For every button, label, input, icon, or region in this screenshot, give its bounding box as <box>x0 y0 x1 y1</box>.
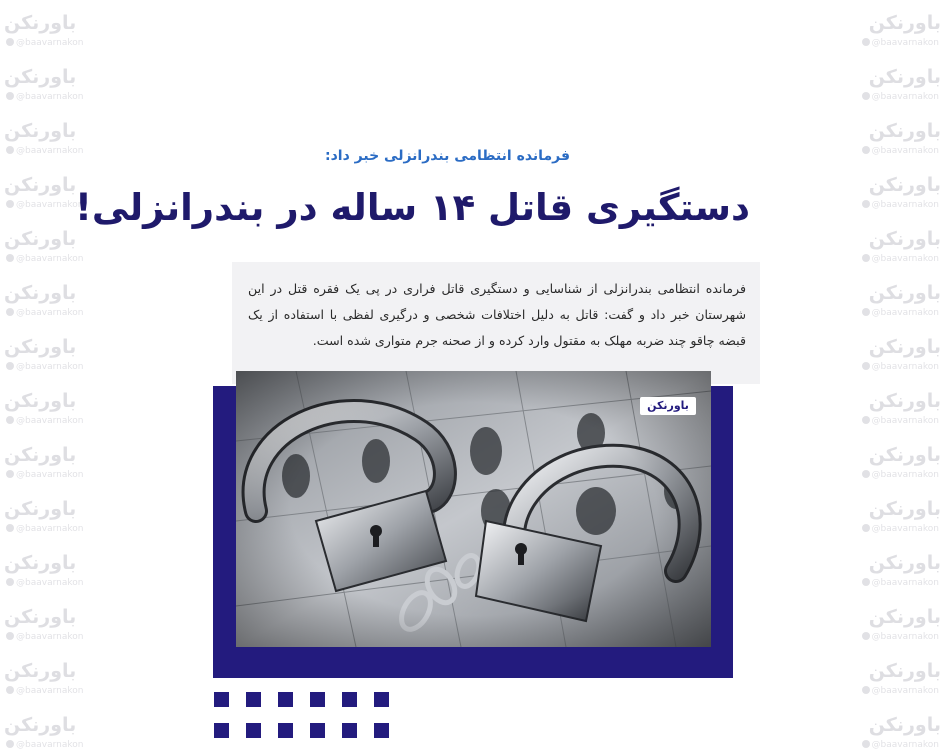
watermark-handle-text: @baavarnakon <box>871 200 939 210</box>
watermark-handle <box>862 470 939 480</box>
watermark-item <box>0 548 95 598</box>
watermark-handle <box>862 254 939 264</box>
watermark-handle-text: @baavarnakon <box>16 200 84 210</box>
watermark-logo: باورنکن <box>868 336 941 358</box>
social-icon <box>6 92 14 100</box>
social-icon <box>6 578 14 586</box>
watermark-handle <box>862 308 939 318</box>
article-title: دستگیری قاتل ۱۴ ساله در بندرانزلی! <box>74 186 750 229</box>
watermark-item <box>850 62 945 112</box>
watermark-handle-text: @baavarnakon <box>16 740 84 750</box>
decorative-square <box>342 692 357 707</box>
watermark-logo: باورنکن <box>868 12 941 34</box>
watermark-logo: باورنکن <box>4 228 77 250</box>
watermark-column-left <box>0 0 95 756</box>
decorative-square <box>278 723 293 738</box>
watermark-item <box>0 386 95 436</box>
social-icon <box>862 632 870 640</box>
watermark-logo: باورنکن <box>868 66 941 88</box>
social-icon <box>862 308 870 316</box>
watermark-handle <box>6 686 83 696</box>
watermark-item <box>0 494 95 544</box>
watermark-handle-text: @baavarnakon <box>16 308 84 318</box>
watermark-item <box>850 332 945 382</box>
watermark-logo: باورنکن <box>4 552 77 574</box>
watermark-handle-text: @baavarnakon <box>16 470 84 480</box>
watermark-item <box>0 602 95 652</box>
watermark-handle-text: @baavarnakon <box>871 308 939 318</box>
watermark-handle-text: @baavarnakon <box>871 470 939 480</box>
watermark-handle <box>862 740 939 750</box>
watermark-handle-text: @baavarnakon <box>16 578 84 588</box>
watermark-handle <box>6 578 83 588</box>
social-icon <box>862 470 870 478</box>
watermark-item <box>0 332 95 382</box>
watermark-handle-text: @baavarnakon <box>871 146 939 156</box>
photo-logo: باورنکن <box>640 397 696 415</box>
watermark-logo: باورنکن <box>4 390 77 412</box>
watermark-handle <box>6 362 83 372</box>
watermark-logo: باورنکن <box>4 12 77 34</box>
handcuffs-photo <box>236 371 711 647</box>
decorative-square <box>310 692 325 707</box>
social-icon <box>6 524 14 532</box>
watermark-item <box>0 224 95 274</box>
decorative-square <box>246 723 261 738</box>
watermark-handle-text: @baavarnakon <box>16 686 84 696</box>
watermark-item <box>850 8 945 58</box>
watermark-item <box>850 602 945 652</box>
watermark-handle <box>862 362 939 372</box>
watermark-logo: باورنکن <box>868 606 941 628</box>
watermark-item <box>850 656 945 706</box>
decorative-square <box>246 692 261 707</box>
watermark-handle-text: @baavarnakon <box>871 362 939 372</box>
watermark-handle-text: @baavarnakon <box>16 632 84 642</box>
watermark-handle <box>6 308 83 318</box>
watermark-handle-text: @baavarnakon <box>871 632 939 642</box>
watermark-item <box>850 494 945 544</box>
watermark-item <box>850 440 945 490</box>
watermark-handle <box>862 38 939 48</box>
watermark-handle-text: @baavarnakon <box>16 92 84 102</box>
article-body: فرمانده انتظامی بندرانزلی از شناسایی و دستگیری قاتل فراری در پی یک فقره قتل در این شهرستان خبر داد و گفت: قاتل به دلیل اختلافات شخصی و درگیری لفظی با استفاده از یک قبضه چاقو چند ضربه مهلک به مقتول وارد کرده و از صحنه جرم متواری شده است. <box>248 281 746 348</box>
social-icon <box>862 200 870 208</box>
watermark-logo: باورنکن <box>4 120 77 142</box>
decorative-square <box>374 692 389 707</box>
social-icon <box>6 686 14 694</box>
watermark-handle-text: @baavarnakon <box>16 362 84 372</box>
social-icon <box>862 524 870 532</box>
watermark-logo: باورنکن <box>868 552 941 574</box>
watermark-item <box>850 116 945 166</box>
watermark-handle-text: @baavarnakon <box>871 254 939 264</box>
social-icon <box>6 146 14 154</box>
watermark-handle <box>6 632 83 642</box>
watermark-handle-text: @baavarnakon <box>871 524 939 534</box>
watermark-handle <box>862 632 939 642</box>
watermark-handle-text: @baavarnakon <box>871 92 939 102</box>
social-icon <box>862 362 870 370</box>
social-icon <box>6 308 14 316</box>
watermark-logo: باورنکن <box>868 390 941 412</box>
watermark-logo: باورنکن <box>868 444 941 466</box>
watermark-logo: باورنکن <box>868 714 941 736</box>
watermark-handle-text: @baavarnakon <box>16 416 84 426</box>
social-icon <box>6 740 14 748</box>
watermark-handle <box>862 200 939 210</box>
watermark-handle <box>6 740 83 750</box>
watermark-logo: باورنکن <box>868 120 941 142</box>
watermark-handle-text: @baavarnakon <box>16 524 84 534</box>
decorative-squares <box>214 692 390 740</box>
watermark-logo: باورنکن <box>4 606 77 628</box>
watermark-item <box>0 8 95 58</box>
social-icon <box>862 686 870 694</box>
watermark-handle <box>862 92 939 102</box>
social-icon <box>6 200 14 208</box>
watermark-handle <box>862 578 939 588</box>
watermark-logo: باورنکن <box>4 714 77 736</box>
watermark-logo: باورنکن <box>868 660 941 682</box>
social-icon <box>862 578 870 586</box>
watermark-handle-text: @baavarnakon <box>871 38 939 48</box>
watermark-item <box>0 440 95 490</box>
decorative-square <box>342 723 357 738</box>
social-icon <box>6 38 14 46</box>
watermark-handle-text: @baavarnakon <box>871 578 939 588</box>
decorative-square <box>214 692 229 707</box>
social-icon <box>862 416 870 424</box>
social-icon <box>6 362 14 370</box>
watermark-handle <box>6 524 83 534</box>
watermark-logo: باورنکن <box>868 282 941 304</box>
decorative-square <box>310 723 325 738</box>
watermark-handle <box>862 686 939 696</box>
watermark-handle <box>6 92 83 102</box>
decorative-square <box>278 692 293 707</box>
watermark-handle <box>6 470 83 480</box>
watermark-logo: باورنکن <box>868 174 941 196</box>
watermark-logo: باورنکن <box>4 66 77 88</box>
watermark-logo: باورنکن <box>4 498 77 520</box>
watermark-logo: باورنکن <box>4 660 77 682</box>
social-icon <box>862 254 870 262</box>
watermark-handle <box>6 254 83 264</box>
watermark-handle-text: @baavarnakon <box>871 740 939 750</box>
watermark-handle-text: @baavarnakon <box>16 146 84 156</box>
watermark-logo: باورنکن <box>4 444 77 466</box>
watermark-column-right <box>850 0 945 756</box>
watermark-handle-text: @baavarnakon <box>16 254 84 264</box>
watermark-handle <box>6 38 83 48</box>
watermark-item <box>850 548 945 598</box>
watermark-logo: باورنکن <box>4 174 77 196</box>
watermark-handle <box>862 416 939 426</box>
watermark-item <box>850 224 945 274</box>
social-icon <box>6 470 14 478</box>
watermark-item <box>850 170 945 220</box>
watermark-item <box>850 710 945 756</box>
watermark-item <box>0 278 95 328</box>
article-subtitle: فرمانده انتظامی بندرانزلی خبر داد: <box>325 148 570 164</box>
watermark-handle <box>6 200 83 210</box>
social-icon <box>862 92 870 100</box>
watermark-item <box>0 116 95 166</box>
watermark-handle <box>862 524 939 534</box>
watermark-item <box>0 656 95 706</box>
decorative-square <box>214 723 229 738</box>
watermark-logo: باورنکن <box>868 498 941 520</box>
watermark-handle-text: @baavarnakon <box>871 686 939 696</box>
social-icon <box>862 146 870 154</box>
watermark-item <box>0 710 95 756</box>
watermark-item <box>0 62 95 112</box>
watermark-item <box>850 386 945 436</box>
decorative-square <box>374 723 389 738</box>
watermark-handle <box>6 146 83 156</box>
watermark-logo: باورنکن <box>868 228 941 250</box>
watermark-item <box>850 278 945 328</box>
watermark-logo: باورنکن <box>4 282 77 304</box>
watermark-handle-text: @baavarnakon <box>871 416 939 426</box>
social-icon <box>862 38 870 46</box>
social-icon <box>6 632 14 640</box>
social-icon <box>862 740 870 748</box>
watermark-handle <box>6 416 83 426</box>
watermark-logo: باورنکن <box>4 336 77 358</box>
social-icon <box>6 416 14 424</box>
watermark-handle <box>862 146 939 156</box>
social-icon <box>6 254 14 262</box>
watermark-handle-text: @baavarnakon <box>16 38 84 48</box>
